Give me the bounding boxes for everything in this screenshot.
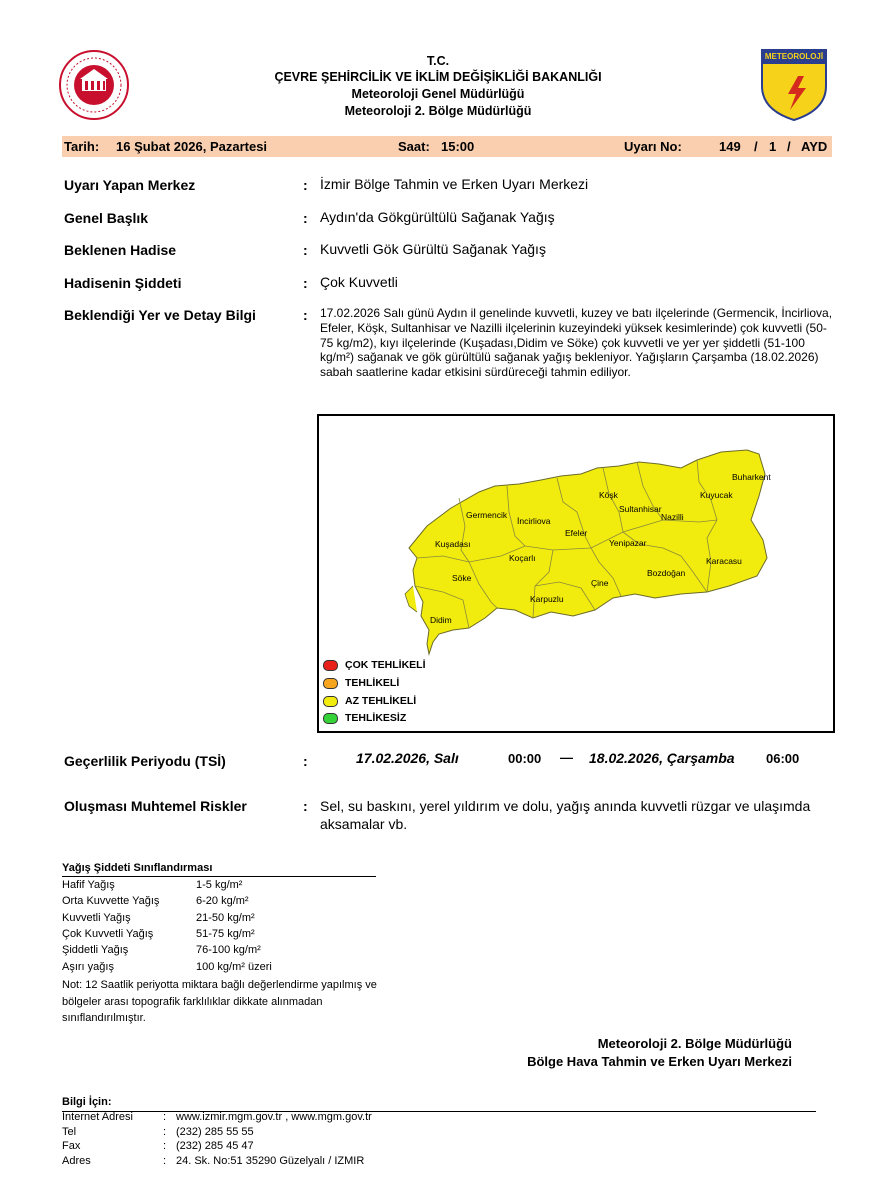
info-band xyxy=(62,136,832,157)
class-name: Orta Kuvvette Yağış xyxy=(62,895,160,907)
validity-start-date: 17.02.2026, Salı xyxy=(356,750,459,766)
warning-no-3: AYD xyxy=(801,139,828,154)
legend-swatch xyxy=(323,713,338,724)
contact-label: Fax xyxy=(62,1140,81,1152)
validity-end-date: 18.02.2026, Çarşamba xyxy=(589,750,735,766)
legend-item xyxy=(323,677,399,689)
contact-fax: (232) 285 45 47 xyxy=(176,1140,254,1152)
district-label: Yenipazar xyxy=(609,538,647,548)
district-label: Söke xyxy=(452,573,472,583)
validity-start-time: 00:00 xyxy=(508,751,542,766)
class-range: 1-5 kg/m² xyxy=(196,879,243,891)
contact-address: 24. Sk. No:51 35290 Güzelyalı / IZMIR xyxy=(176,1155,365,1167)
class-range: 21-50 kg/m² xyxy=(196,912,255,924)
warning-sep-2: / xyxy=(787,139,791,154)
district-label: Germencik xyxy=(466,510,508,520)
classification-note: Not: 12 Saatlik periyotta miktara bağlı değerlendirme yapılmış ve bölgeler arası topografik farklılıklar dikkate alınmadan sınıflandırılmıştır. xyxy=(62,979,377,1024)
district-label: Kuşadası xyxy=(435,539,471,549)
colon: : xyxy=(163,1140,167,1152)
class-name: Şiddetli Yağış xyxy=(62,944,129,956)
colon: : xyxy=(303,798,308,814)
time-label: Saat: xyxy=(398,139,430,154)
warning-no-1: 149 xyxy=(719,139,741,154)
ministry-name: ÇEVRE ŞEHİRCİLİK VE İKLİM DEĞİŞİKLİĞİ BAKANLIĞI xyxy=(274,70,602,84)
title-label: Genel Başlık xyxy=(64,210,149,226)
signature-line-1: Meteoroloji 2. Bölge Müdürlüğü xyxy=(597,1036,792,1051)
warning-no-2: 1 xyxy=(769,139,777,154)
contact-title: Bilgi İçin: xyxy=(62,1096,112,1108)
risks-value: Sel, su baskını, yerel yıldırım ve dolu, yağış anında kuvvetli rüzgar ve ulaşımda aksamalar vb. xyxy=(320,798,811,832)
colon: : xyxy=(303,210,308,226)
event-value: Kuvvetli Gök Gürültü Sağanak Yağış xyxy=(320,241,546,257)
colon: : xyxy=(163,1111,167,1123)
regional-directorate: Meteoroloji 2. Bölge Müdürlüğü xyxy=(344,104,532,118)
colon: : xyxy=(303,275,308,291)
district-label: Çine xyxy=(591,578,609,588)
class-name: Kuvvetli Yağış xyxy=(62,912,131,924)
risks-label: Oluşması Muhtemel Riskler xyxy=(64,798,247,814)
warning-map xyxy=(317,414,835,733)
warning-sep-1: / xyxy=(754,139,758,154)
date-value: 16 Şubat 2026, Pazartesi xyxy=(116,139,268,154)
directorate-general: Meteoroloji Genel Müdürlüğü xyxy=(351,87,525,101)
legend-item xyxy=(323,659,426,671)
legend-swatch xyxy=(323,678,338,689)
district-label: Karacasu xyxy=(706,556,742,566)
colon: : xyxy=(303,753,308,769)
event-label: Beklenen Hadise xyxy=(64,242,177,258)
class-name: Hafif Yağış xyxy=(62,879,115,891)
meteoroloji-logo xyxy=(758,48,830,122)
contact-phone: (232) 285 55 55 xyxy=(176,1126,254,1138)
legend-swatch xyxy=(323,696,338,707)
classification-title: Yağış Şiddeti Sınıflandırması xyxy=(62,862,213,874)
district-label: İncirliova xyxy=(517,516,551,526)
severity-value: Çok Kuvvetli xyxy=(320,274,398,290)
colon: : xyxy=(303,242,308,258)
class-range: 100 kg/m² üzeri xyxy=(196,961,272,973)
detail-value: 17.02.2026 Salı günü Aydın il genelinde kuvvetli, kuzey ve batı ilçelerinde (Germencik, İncirliova, Efeler, Köşk, Sultanhisar ve Nazilli ilçelerinin kuzeyindeki yüksek kesimlerinde) çok kuvvetli (50-75 kg/m2), kıyı ilçelerinde (Kuşadası,Didim ve Söke) çok kuvvetli ve yer yer şiddetli (51-100 kg/m²) sağanak ve gök gürültülü sağanak yağış bekleniyor. Yağışların Çarşamba (18.02.2026) sabah saatlerine kadar etkisini sürdüreceği tahmin ediliyor. xyxy=(320,306,833,380)
meteoroloji-logo-text: METEOROLOJİ xyxy=(764,52,824,61)
validity-label: Geçerlilik Periyodu (TSİ) xyxy=(64,753,226,769)
center-label: Uyarı Yapan Merkez xyxy=(64,177,196,193)
legend-item xyxy=(323,712,406,724)
class-name: Aşırı yağış xyxy=(62,961,114,973)
title-value: Aydın'da Gökgürültülü Sağanak Yağış xyxy=(320,209,555,225)
time-value: 15:00 xyxy=(441,139,475,154)
district-label: Köşk xyxy=(599,490,618,500)
legend-label: AZ TEHLİKELİ xyxy=(345,695,417,707)
legend-label: TEHLİKELİ xyxy=(345,677,400,689)
district-label: Koçarlı xyxy=(509,553,536,563)
district-label: Bozdoğan xyxy=(647,568,686,578)
legend-label: ÇOK TEHLİKELİ xyxy=(345,659,426,671)
class-range: 6-20 kg/m² xyxy=(196,895,249,907)
colon: : xyxy=(163,1155,167,1167)
classification-rule xyxy=(62,876,376,877)
colon: : xyxy=(163,1126,167,1138)
date-label: Tarih: xyxy=(64,139,100,154)
validity-dash: — xyxy=(560,750,573,765)
warning-no-label: Uyarı No: xyxy=(624,139,682,154)
legend-swatch xyxy=(323,660,338,671)
signature-line-2: Bölge Hava Tahmin ve Erken Uyarı Merkezi xyxy=(527,1054,792,1069)
district-label: Kuyucak xyxy=(700,490,733,500)
center-value: İzmir Bölge Tahmin ve Erken Uyarı Merkezi xyxy=(320,176,589,192)
contact-label: Adres xyxy=(62,1155,91,1167)
legend-item xyxy=(323,695,416,707)
class-name: Çok Kuvvetli Yağış xyxy=(62,928,154,940)
district-label: Nazilli xyxy=(661,512,684,522)
colon: : xyxy=(303,307,308,323)
district-label: Buharkent xyxy=(732,472,771,482)
severity-label: Hadisenin Şiddeti xyxy=(64,275,182,291)
contact-website[interactable]: www.izmir.mgm.gov.tr , www.mgm.gov.tr xyxy=(176,1111,372,1123)
legend-label: TEHLİKESİZ xyxy=(345,712,407,724)
district-label: Efeler xyxy=(565,528,588,538)
district-label: Karpuzlu xyxy=(530,594,564,604)
contact-label: Internet Adresi xyxy=(62,1111,133,1123)
validity-end-time: 06:00 xyxy=(766,751,800,766)
class-range: 76-100 kg/m² xyxy=(196,944,261,956)
contact-label: Tel xyxy=(62,1126,77,1138)
detail-label: Beklendiği Yer ve Detay Bilgi xyxy=(64,307,256,323)
district-label: Didim xyxy=(430,615,452,625)
colon: : xyxy=(303,177,308,193)
header-tc: T.C. xyxy=(426,54,450,68)
district-label: Sultanhisar xyxy=(619,504,662,514)
class-range: 51-75 kg/m² xyxy=(196,928,255,940)
